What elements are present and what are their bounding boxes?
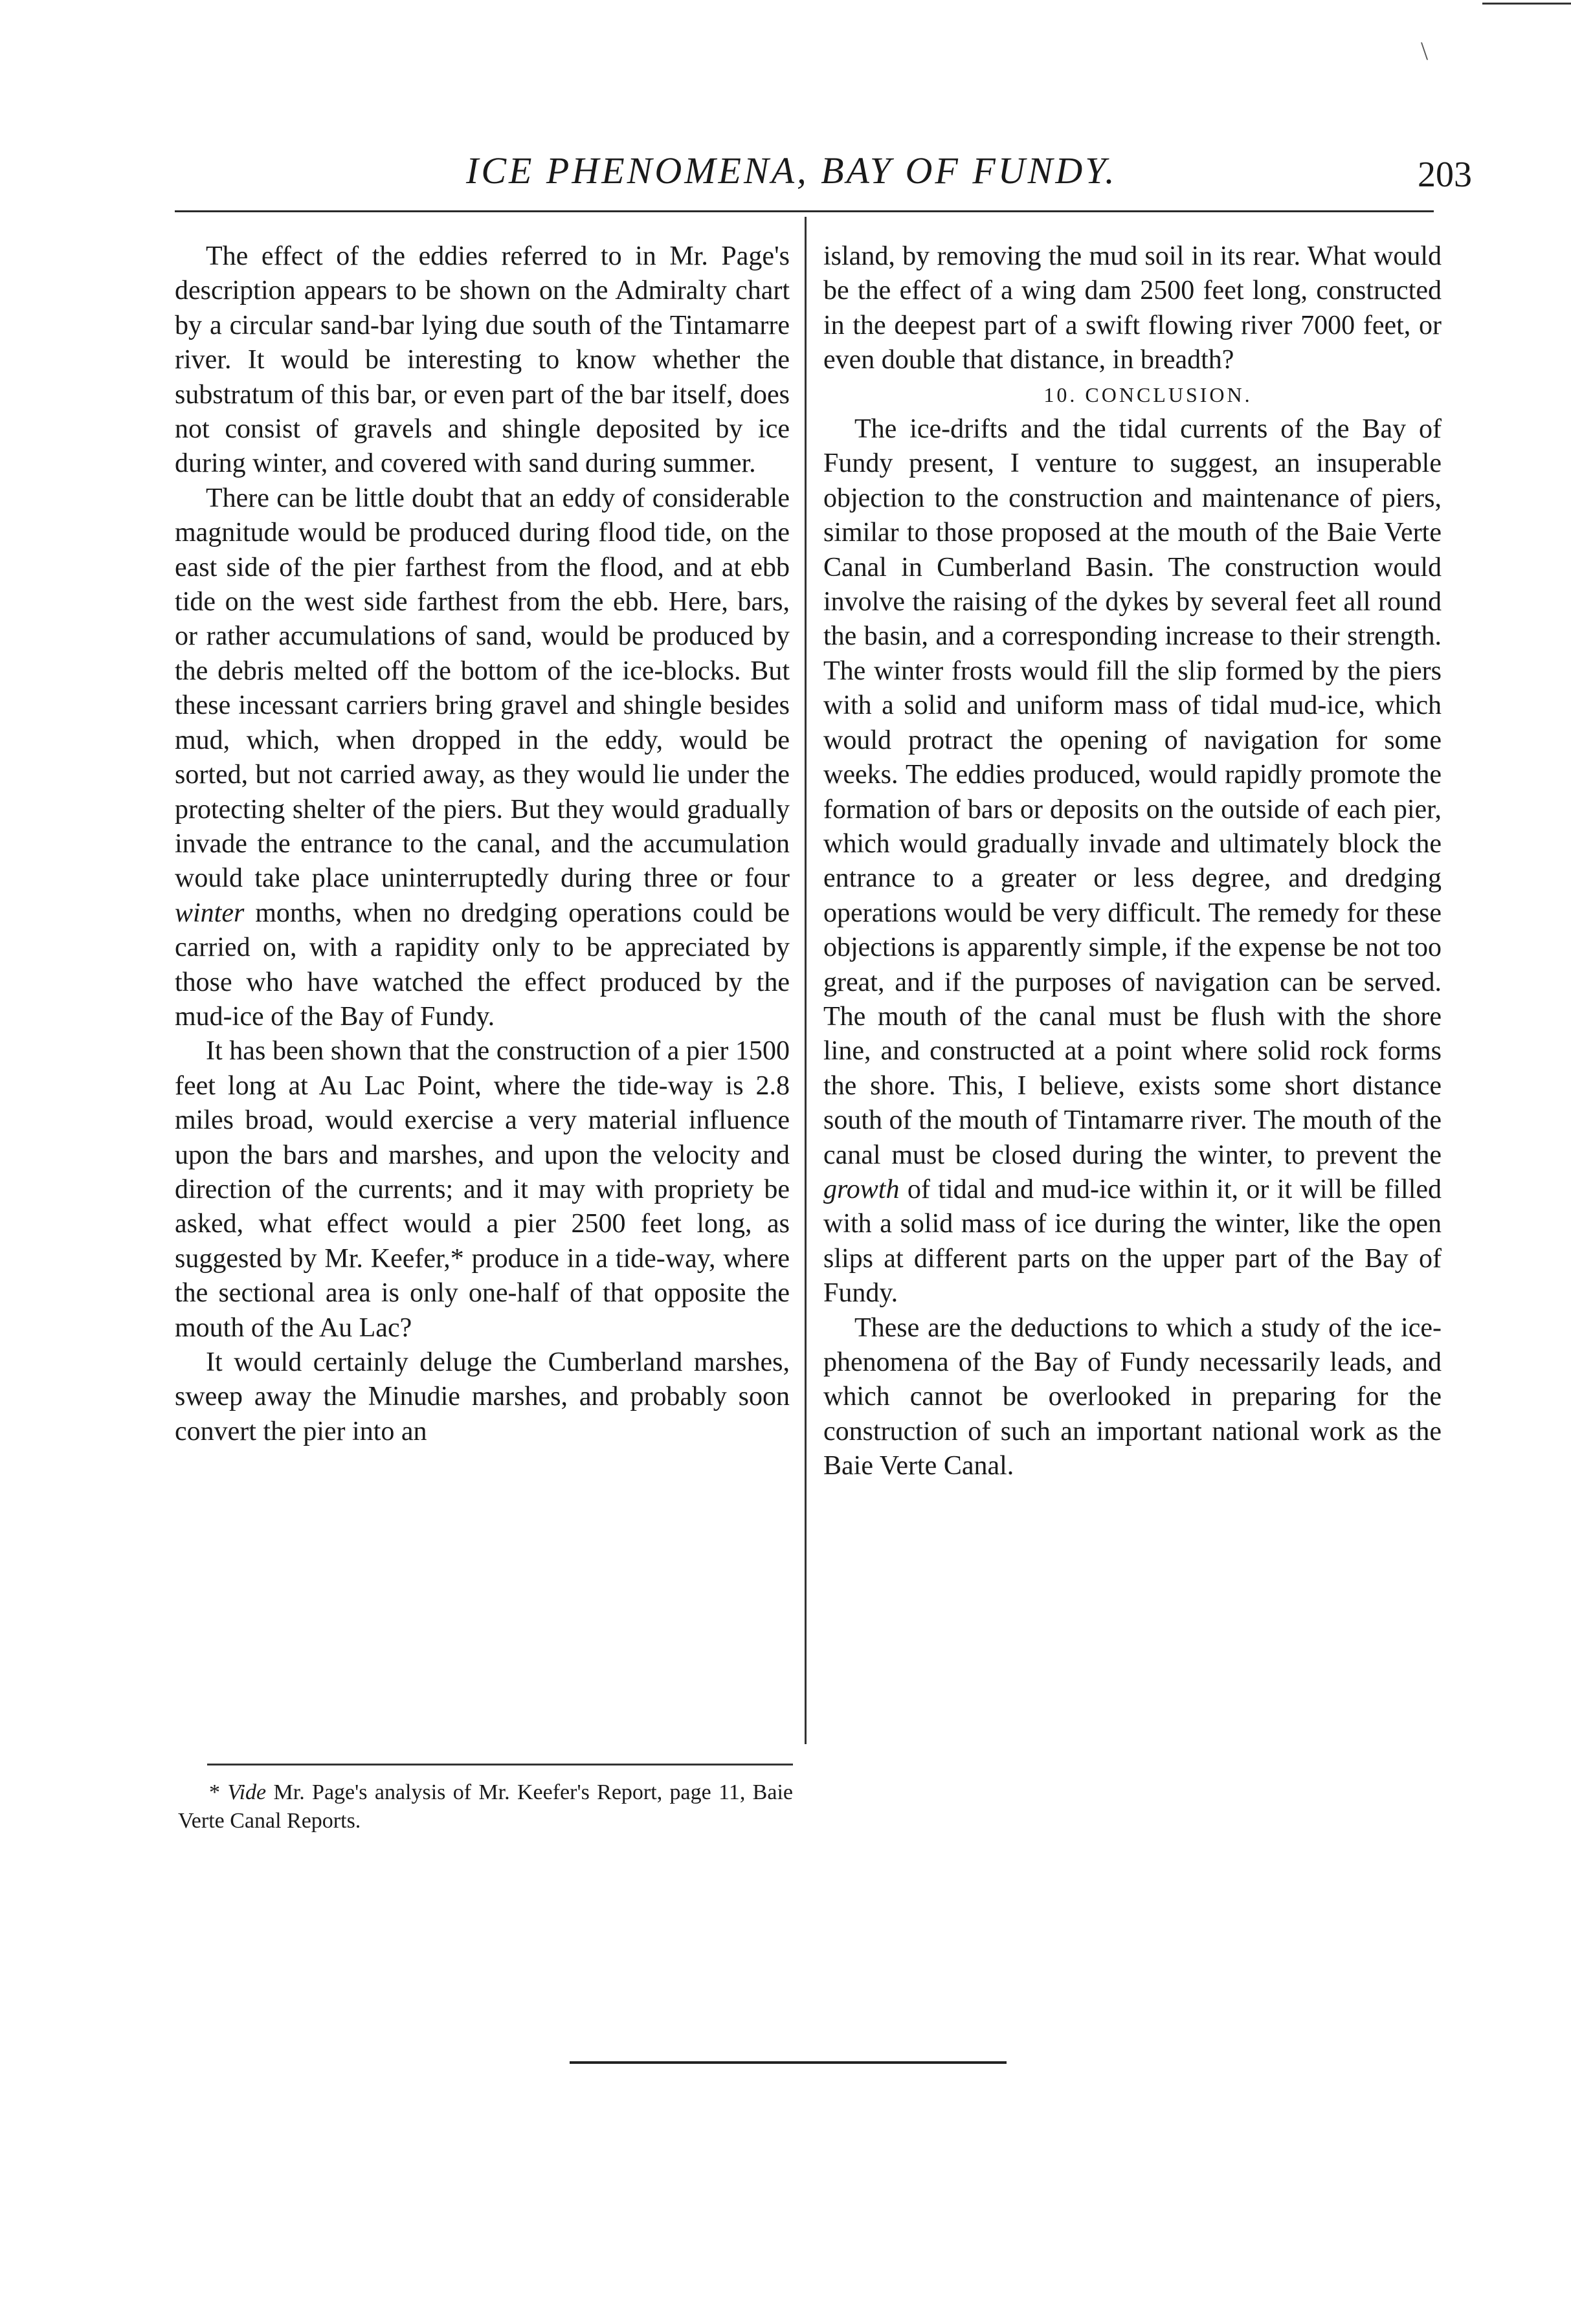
left-paragraph-4: It would certainly deluge the Cumberland marshes, sweep away the Minudie marshes, and probably soon convert the pier into an <box>175 1347 790 1446</box>
right-paragraph-3: These are the deductions to which a study of the ice-phenomena of the Bay of Fundy necessarily leads, and which cannot be overlooked in preparing for the construction of such an important national work as the Baie Verte Canal. <box>823 1312 1442 1481</box>
header-rule <box>175 210 1434 212</box>
left-paragraph-2 <box>175 481 790 1035</box>
footnote-marker: * <box>209 1780 220 1804</box>
footnote-italic: Vide <box>227 1780 267 1804</box>
left-paragraph-1: The effect of the eddies referred to in Mr. Page's description appears to be shown on the Admiralty chart by a circular sand-bar lying due south of the Tintamarre river. It would be interesting to know whether the substratum of this bar, or even part of the bar itself, does not consist of gravels and shingle deposited by ice during winter, and covered with sand during summer. <box>175 241 790 479</box>
right-paragraph-2-end: of tidal and mud-ice within it, or it will be filled with a solid mass of ice during the winter, like the open slips at different parts on the upper part of the Bay of Fundy. <box>823 1174 1442 1309</box>
column-divider <box>805 217 807 1744</box>
right-paragraph-2-italic: growth <box>823 1174 900 1204</box>
left-paragraph-2-italic: winter <box>175 898 245 928</box>
right-column <box>823 239 1442 1484</box>
left-paragraph-3: It has been shown that the construction of a pier 1500 feet long at Au Lac Point, where the tide-way is 2.8 miles broad, would exercise a very material influence upon the bars and marshes, and upon the velocity and direction of the currents; and it may with propriety be asked, what effect would a pier 2500 feet long, as suggested by Mr. Keefer,* produce in a tide-way, where the sectional area is only one-half of that opposite the mouth of the Au Lac? <box>175 1036 790 1343</box>
right-paragraph-2 <box>823 412 1442 1311</box>
end-rule <box>570 2061 1007 2064</box>
left-paragraph-2-text: There can be little doubt that an eddy of considerable magnitude would be produced during flood tide, on the east side of the pier farthest from the flood, and at ebb tide on the west side farthest from the ebb. Here, bars, or rather accumulations of sand, would be produced by the debris melted off the bottom of the ice-blocks. But these incessant carriers bring gravel and shingle besides mud, which, when dropped in the eddy, would be sorted, but not carried away, as they would lie under the protecting shelter of the piers. But they would gradually invade the entrance to the canal, and the accumulation would take place uninterruptedly during three or four <box>175 483 790 894</box>
section-heading: 10. CONCLUSION. <box>1043 382 1253 406</box>
footnote-rule <box>207 1764 793 1765</box>
footnote-text: Mr. Page's analysis of Mr. Keefer's Report, page 11, Baie Verte Canal Reports. <box>178 1780 793 1833</box>
running-head: ICE PHENOMENA, BAY OF FUNDY. <box>466 149 1117 192</box>
footnote <box>178 1778 793 1835</box>
right-paragraph-1: island, by removing the mud soil in its rear. What would be the effect of a wing dam 2500 feet long, constructed in the deepest part of a swift flowing river 7000 feet, or even double that distance, in breadth? <box>823 241 1442 375</box>
top-edge-rule <box>1482 3 1571 5</box>
right-paragraph-2-text: The ice-drifts and the tidal currents of the Bay of Fundy present, I venture to suggest, an insuperable objection to the construction and maintenance of piers, similar to those proposed at the mouth of the Baie Verte Canal in Cumberland Basin. The construction would involve the raising of the dykes by several feet all round the basin, and a corresponding increase to their strength. The winter frosts would fill the slip formed by the piers with a solid and uniform mass of tidal mud-ice, which would protract the opening of navigation for some weeks. The eddies produced, would rapidly promote the formation of bars or deposits on the outside of each pier, which would gradually invade and ultimately block the entrance to a greater or less degree, and dredging operations would be very difficult. The remedy for these objections is apparently simple, if the expense be not too great, and if the purposes of navigation can be served. The mouth of the canal must be flush with the shore line, and constructed at a point where solid rock forms the shore. This, I believe, exists some short distance south of the mouth of Tintamarre river. The mouth of the canal must be closed during the winter, to prevent the <box>823 414 1442 1170</box>
left-paragraph-2-end: months, when no dredging operations could be carried on, with a rapidity only to be appreciated by those who have watched the effect produced by the mud-ice of the Bay of Fundy. <box>175 898 790 1032</box>
page-number: 203 <box>1418 155 1472 195</box>
corner-mark: \ <box>1421 36 1429 65</box>
left-column <box>175 239 790 1449</box>
